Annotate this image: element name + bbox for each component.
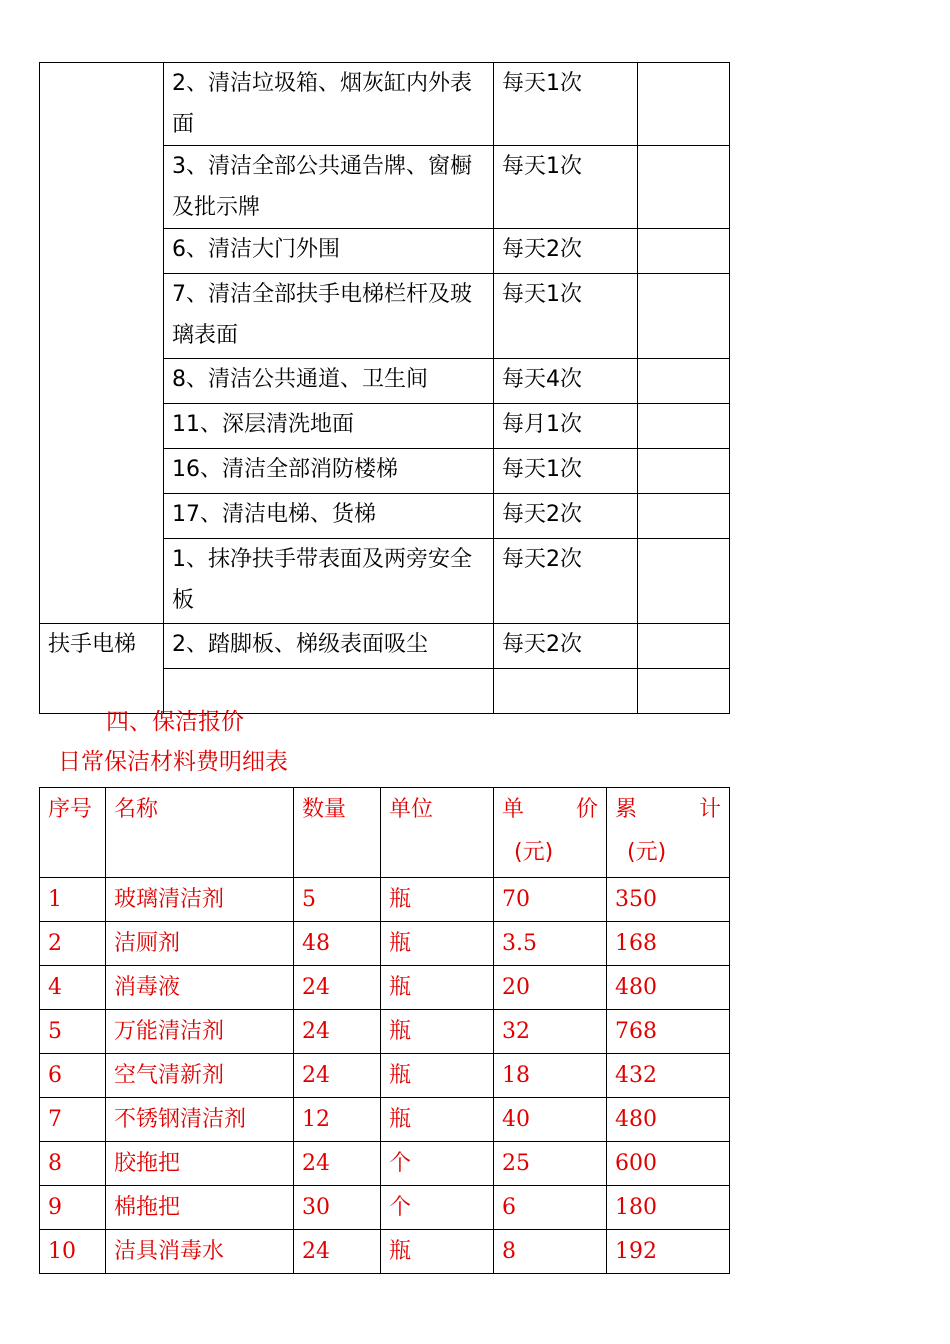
note-cell bbox=[638, 539, 730, 624]
table-row bbox=[40, 1230, 730, 1274]
header-total bbox=[607, 788, 730, 878]
cell-name: 洁厕剂 bbox=[106, 922, 294, 966]
note-cell bbox=[638, 624, 730, 669]
table-row bbox=[40, 878, 730, 922]
cell-total: 432 bbox=[607, 1054, 730, 1098]
cell-total: 168 bbox=[607, 922, 730, 966]
cell-price: 18 bbox=[494, 1054, 607, 1098]
note-cell bbox=[638, 146, 730, 229]
cell-unit: 个 bbox=[381, 1142, 494, 1186]
header-price-part-a: 单 bbox=[502, 797, 525, 822]
cell-unit: 瓶 bbox=[381, 878, 494, 922]
header-price-unit: (元) bbox=[514, 840, 554, 865]
task-cell: 1、抹净扶手带表面及两旁安全板 bbox=[164, 539, 494, 624]
cell-no: 8 bbox=[40, 1142, 106, 1186]
task-cell: 11、深层清洗地面 bbox=[164, 404, 494, 449]
header-name: 名称 bbox=[106, 788, 294, 878]
cell-price: 3.5 bbox=[494, 922, 607, 966]
table-row bbox=[40, 1010, 730, 1054]
cell-price: 32 bbox=[494, 1010, 607, 1054]
cell-no: 6 bbox=[40, 1054, 106, 1098]
cell-qty: 48 bbox=[294, 922, 381, 966]
header-qty: 数量 bbox=[294, 788, 381, 878]
frequency-cell: 每月1次 bbox=[494, 404, 638, 449]
table-row bbox=[40, 1142, 730, 1186]
cell-total: 480 bbox=[607, 1098, 730, 1142]
frequency-cell: 每天2次 bbox=[494, 539, 638, 624]
cell-price: 20 bbox=[494, 966, 607, 1010]
note-cell bbox=[638, 494, 730, 539]
cleaning-schedule-table bbox=[39, 62, 730, 714]
cell-no: 7 bbox=[40, 1098, 106, 1142]
frequency-cell: 每天1次 bbox=[494, 146, 638, 229]
table-row bbox=[40, 1054, 730, 1098]
category-cell bbox=[40, 63, 164, 624]
task-cell: 7、清洁全部扶手电梯栏杆及玻璃表面 bbox=[164, 274, 494, 359]
note-cell bbox=[638, 274, 730, 359]
header-total-part-b: 计 bbox=[698, 797, 721, 822]
cell-unit: 瓶 bbox=[381, 1230, 494, 1274]
table-row bbox=[40, 1186, 730, 1230]
header-price-part-b: 价 bbox=[575, 797, 598, 822]
cell-qty: 24 bbox=[294, 1010, 381, 1054]
task-cell: 8、清洁公共通道、卫生间 bbox=[164, 359, 494, 404]
cell-unit: 瓶 bbox=[381, 1054, 494, 1098]
cell-qty: 24 bbox=[294, 1054, 381, 1098]
frequency-cell: 每天1次 bbox=[494, 63, 638, 146]
cell-name: 空气清新剂 bbox=[106, 1054, 294, 1098]
cell-total: 192 bbox=[607, 1230, 730, 1274]
cell-price: 8 bbox=[494, 1230, 607, 1274]
header-unit: 单位 bbox=[381, 788, 494, 878]
cell-qty: 24 bbox=[294, 1142, 381, 1186]
table-row bbox=[40, 1098, 730, 1142]
cell-unit: 瓶 bbox=[381, 1010, 494, 1054]
cell-qty: 5 bbox=[294, 878, 381, 922]
category-cell: 扶手电梯 bbox=[40, 624, 164, 714]
header-total-unit: (元) bbox=[627, 840, 667, 865]
task-cell: 2、踏脚板、梯级表面吸尘 bbox=[164, 624, 494, 669]
cell-unit: 瓶 bbox=[381, 966, 494, 1010]
table-row bbox=[40, 624, 730, 669]
table-row bbox=[40, 966, 730, 1010]
cell-qty: 30 bbox=[294, 1186, 381, 1230]
header-total-part-a: 累 bbox=[615, 797, 638, 822]
frequency-cell: 每天1次 bbox=[494, 274, 638, 359]
cell-total: 350 bbox=[607, 878, 730, 922]
cell-qty: 24 bbox=[294, 966, 381, 1010]
table-row bbox=[40, 922, 730, 966]
cell-name: 棉拖把 bbox=[106, 1186, 294, 1230]
cell-unit: 瓶 bbox=[381, 922, 494, 966]
task-cell: 16、清洁全部消防楼梯 bbox=[164, 449, 494, 494]
table-header-row bbox=[40, 788, 730, 878]
cell-name: 不锈钢清洁剂 bbox=[106, 1098, 294, 1142]
cell-no: 9 bbox=[40, 1186, 106, 1230]
task-cell: 3、清洁全部公共通告牌、窗橱及批示牌 bbox=[164, 146, 494, 229]
table-row bbox=[40, 63, 730, 146]
cell-name: 万能清洁剂 bbox=[106, 1010, 294, 1054]
frequency-cell: 每天2次 bbox=[494, 229, 638, 274]
task-cell: 6、清洁大门外围 bbox=[164, 229, 494, 274]
cell-qty: 24 bbox=[294, 1230, 381, 1274]
note-cell bbox=[638, 229, 730, 274]
task-cell: 2、清洁垃圾箱、烟灰缸内外表面 bbox=[164, 63, 494, 146]
cell-name: 消毒液 bbox=[106, 966, 294, 1010]
note-cell bbox=[638, 669, 730, 714]
cell-total: 600 bbox=[607, 1142, 730, 1186]
frequency-cell bbox=[494, 669, 638, 714]
cell-name: 洁具消毒水 bbox=[106, 1230, 294, 1274]
cell-no: 4 bbox=[40, 966, 106, 1010]
cell-total: 768 bbox=[607, 1010, 730, 1054]
cell-price: 25 bbox=[494, 1142, 607, 1186]
task-cell: 17、清洁电梯、货梯 bbox=[164, 494, 494, 539]
cell-price: 70 bbox=[494, 878, 607, 922]
cell-qty: 12 bbox=[294, 1098, 381, 1142]
cell-no: 2 bbox=[40, 922, 106, 966]
cell-name: 玻璃清洁剂 bbox=[106, 878, 294, 922]
cell-price: 6 bbox=[494, 1186, 607, 1230]
note-cell bbox=[638, 359, 730, 404]
header-price bbox=[494, 788, 607, 878]
frequency-cell: 每天4次 bbox=[494, 359, 638, 404]
note-cell bbox=[638, 63, 730, 146]
cell-unit: 个 bbox=[381, 1186, 494, 1230]
material-cost-table bbox=[39, 787, 730, 1274]
cell-no: 10 bbox=[40, 1230, 106, 1274]
note-cell bbox=[638, 404, 730, 449]
frequency-cell: 每天1次 bbox=[494, 449, 638, 494]
table-title: 日常保洁材料费明细表 bbox=[58, 749, 288, 775]
cell-no: 1 bbox=[40, 878, 106, 922]
cell-total: 180 bbox=[607, 1186, 730, 1230]
cell-no: 5 bbox=[40, 1010, 106, 1054]
cell-name: 胶拖把 bbox=[106, 1142, 294, 1186]
cell-unit: 瓶 bbox=[381, 1098, 494, 1142]
section-title: 四、保洁报价 bbox=[106, 709, 244, 735]
cell-price: 40 bbox=[494, 1098, 607, 1142]
frequency-cell: 每天2次 bbox=[494, 494, 638, 539]
cell-total: 480 bbox=[607, 966, 730, 1010]
frequency-cell: 每天2次 bbox=[494, 624, 638, 669]
header-no: 序号 bbox=[40, 788, 106, 878]
note-cell bbox=[638, 449, 730, 494]
